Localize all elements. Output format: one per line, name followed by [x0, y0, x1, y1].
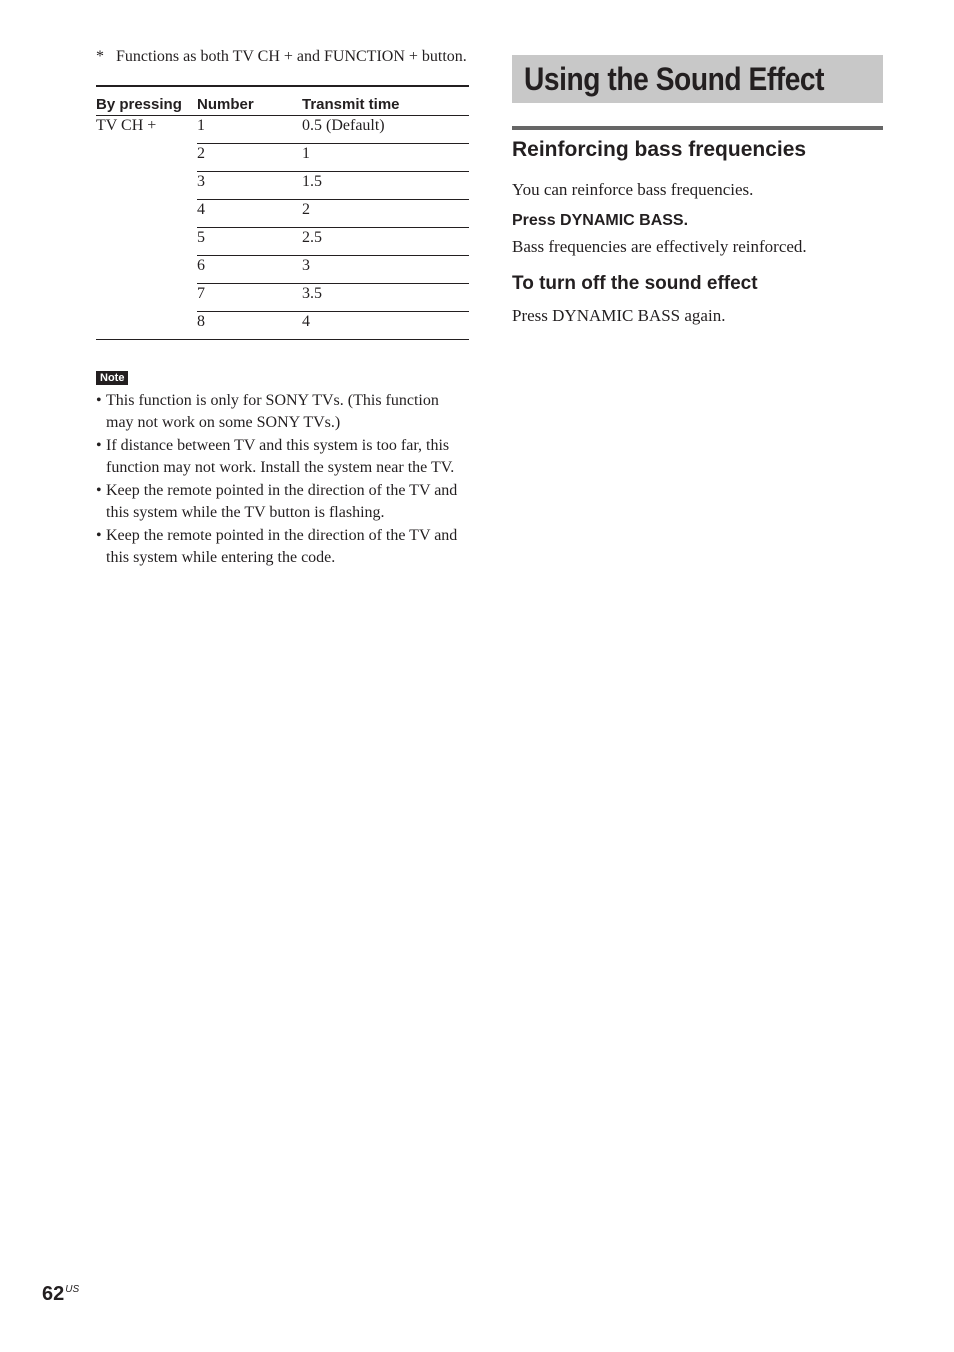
cell-time: 2 — [302, 200, 469, 228]
header-transmit-time: Transmit time — [302, 86, 469, 116]
note-text: This function is only for SONY TVs. (This function may not work on some SONY TVs.) — [106, 392, 439, 431]
page-number — [42, 1283, 79, 1306]
note-text: If distance between TV and this system is too far, this function may not work. Install the system near the TV. — [106, 437, 455, 476]
cell-number: 4 — [197, 200, 302, 228]
cell-number: 7 — [197, 284, 302, 312]
cell-number: 3 — [197, 172, 302, 200]
step-instruction: Press DYNAMIC BASS. — [512, 212, 689, 229]
bullet: • — [96, 482, 102, 499]
cell-number: 8 — [197, 313, 205, 330]
minor-heading: To turn off the sound effect — [512, 273, 758, 294]
page-number-suffix: US — [65, 1284, 80, 1295]
cell-time: 3.5 — [302, 284, 469, 312]
table-header-row — [96, 86, 469, 116]
cell-number: 6 — [197, 256, 302, 284]
cell-number: 5 — [197, 228, 302, 256]
section-title: Using the Sound Effect — [524, 60, 825, 97]
page-number-value: 62 — [42, 1283, 65, 1305]
list-item — [96, 525, 469, 568]
cell-time: 2.5 — [302, 228, 469, 256]
intro-text: You can reinforce bass frequencies. — [512, 180, 754, 199]
table-row — [96, 116, 469, 144]
note-text: Keep the remote pointed in the direction of the TV and this system while entering the code. — [106, 527, 458, 566]
list-item — [96, 480, 469, 523]
bullet: • — [96, 392, 102, 409]
cell-number: 2 — [197, 144, 302, 172]
note-label: Note — [96, 371, 128, 385]
header-by-pressing: By pressing — [96, 86, 197, 116]
footnote-mark: * — [96, 48, 104, 65]
subhead: Reinforcing bass frequencies — [512, 138, 807, 161]
step-result: Bass frequencies are effectively reinforced. — [512, 237, 807, 256]
subhead-rule — [512, 126, 883, 130]
cell-time: 1 — [302, 144, 469, 172]
list-item — [96, 390, 469, 433]
footnote-text: Functions as both TV CH + and FUNCTION + button. — [116, 48, 467, 65]
note-list — [96, 390, 469, 568]
transmit-time-table — [96, 85, 469, 340]
cell-time: 1.5 — [302, 172, 469, 200]
section-banner — [512, 55, 883, 103]
right-column — [512, 55, 883, 327]
cell-time: 3 — [302, 256, 469, 284]
left-column — [96, 46, 469, 570]
header-number: Number — [197, 86, 302, 116]
note-text: Keep the remote pointed in the direction of the TV and this system while the TV button is flashing. — [106, 482, 458, 521]
cell-time: 4 — [302, 313, 310, 330]
cell-time: 0.5 (Default) — [302, 116, 469, 144]
footnote — [96, 46, 469, 67]
list-item — [96, 435, 469, 478]
cell-number: 1 — [197, 116, 302, 144]
bullet: • — [96, 437, 102, 454]
cell-pressing: TV CH + — [96, 117, 157, 134]
bullet: • — [96, 527, 102, 544]
minor-text: Press DYNAMIC BASS again. — [512, 306, 726, 325]
